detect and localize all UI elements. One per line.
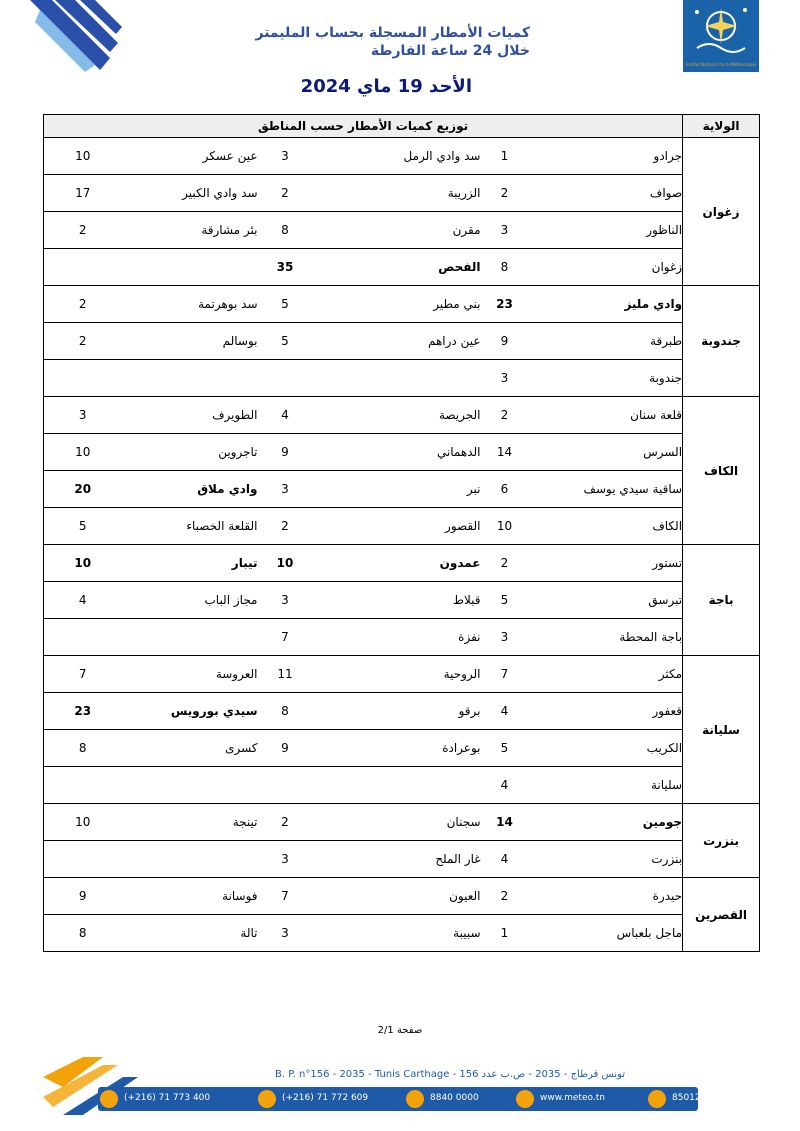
page-number: صفحة 2/1 [377,1025,423,1036]
table-row [44,138,760,175]
station-name: وادي ملاق [122,471,258,508]
table-row [44,878,760,915]
station-name: سليانة [529,767,683,804]
station-name [122,249,258,286]
station-name: نبر [313,471,481,508]
rain-value: 4 [481,693,529,730]
rain-value: 8 [44,730,122,767]
governorate-name: بنزرت [683,804,760,878]
station-name: الزريبة [313,175,481,212]
table-row [44,249,760,286]
station-name: وادي مليز [529,286,683,323]
rain-value: 6 [481,471,529,508]
green-number-icon [406,1090,424,1108]
rain-value: 7 [258,878,313,915]
station-name: صواف [529,175,683,212]
station-name: ساقية سيدي يوسف [529,471,683,508]
sms-icon [648,1090,666,1108]
rain-value [44,767,122,804]
station-name: بني مطير [313,286,481,323]
station-name [122,841,258,878]
station-name [122,360,258,397]
table-row [44,582,760,619]
rain-value: 1 [481,915,529,952]
rain-value: 4 [481,841,529,878]
rain-value [44,619,122,656]
rain-value: 2 [44,286,122,323]
rain-value: 3 [481,212,529,249]
rain-value: 8 [258,212,313,249]
station-name: العروسة [122,656,258,693]
station-name: الكريب [529,730,683,767]
station-name: جندوبة [529,360,683,397]
station-name: الكاف [529,508,683,545]
rain-value: 23 [44,693,122,730]
rain-value: 8 [258,693,313,730]
governorate-name: جندوبة [683,286,760,397]
fax-icon [258,1090,276,1108]
rain-value: 5 [481,582,529,619]
governorate-name: سليانة [683,656,760,804]
rain-value: 20 [44,471,122,508]
station-name: كسرى [122,730,258,767]
station-name: الدهماني [313,434,481,471]
station-name: سجنان [313,804,481,841]
station-name: قبلاط [313,582,481,619]
station-name: سبيبة [313,915,481,952]
table-row [44,508,760,545]
station-name: تيبار [122,545,258,582]
station-name: نفزة [313,619,481,656]
table-row [44,693,760,730]
table-row [44,434,760,471]
rain-value: 11 [258,656,313,693]
station-name [122,619,258,656]
station-name: العيون [313,878,481,915]
governorate-name: زغوان [683,138,760,286]
title-line-2: خلال 24 ساعة الفارطة [370,43,530,59]
station-name: بوسالم [122,323,258,360]
table-row [44,804,760,841]
web-icon [516,1090,534,1108]
rain-value: 2 [481,397,529,434]
rain-value: 3 [258,471,313,508]
rain-value: 2 [44,212,122,249]
station-name [122,767,258,804]
governorate-name: القصرين [683,878,760,952]
station-name [313,360,481,397]
station-name: سد وادي الرمل [313,138,481,175]
station-name: عين دراهم [313,323,481,360]
weather-emblem-icon [683,0,759,60]
rain-value [44,841,122,878]
footer-sms: 85012 [672,1093,701,1103]
station-name: حيدرة [529,878,683,915]
table-row [44,915,760,952]
phone-icon [100,1090,118,1108]
rain-value [258,767,313,804]
rain-value: 2 [258,804,313,841]
station-name: تالة [122,915,258,952]
rain-value: 2 [44,323,122,360]
rain-value: 23 [481,286,529,323]
table-row [44,471,760,508]
footer-address: B. P. n°156 - 2035 - Tunis Carthage - تونس قرطاج - 2035 - ص.ب عدد 156 [275,1069,625,1080]
station-name: مجاز الباب [122,582,258,619]
rain-value: 2 [481,878,529,915]
rain-value: 9 [44,878,122,915]
table-row [44,767,760,804]
rain-value: 10 [481,508,529,545]
station-name: ماجل بلعباس [529,915,683,952]
station-name: سيدي بورويس [122,693,258,730]
station-name: عين عسكر [122,138,258,175]
report-date: الأحد 19 ماي 2024 [300,76,472,97]
rain-value: 3 [258,841,313,878]
table-row [44,545,760,582]
rain-value: 7 [481,656,529,693]
rain-value: 9 [258,730,313,767]
rain-value: 8 [481,249,529,286]
rain-value: 14 [481,434,529,471]
rain-value: 3 [258,915,313,952]
governorate-name: باجة [683,545,760,656]
station-name: قلعة سنان [529,397,683,434]
rain-value: 5 [481,730,529,767]
station-name: تاجروين [122,434,258,471]
table-row [44,286,760,323]
rain-value: 2 [481,545,529,582]
station-name: برقو [313,693,481,730]
footer-fax: (+216) 71 772 609 [282,1093,369,1103]
station-name: مقرن [313,212,481,249]
rain-value: 3 [258,138,313,175]
station-name: زغوان [529,249,683,286]
station-name: الفحص [313,249,481,286]
rain-value: 5 [44,508,122,545]
rain-value [258,360,313,397]
station-name: القصور [313,508,481,545]
station-name: القلعة الخصباء [122,508,258,545]
station-name: بئر مشارقة [122,212,258,249]
title-line-1: كميات الأمطار المسجلة بحساب المليمتر [255,25,530,41]
station-name: بنزرت [529,841,683,878]
station-name: تستور [529,545,683,582]
station-name: سد بوهرتمة [122,286,258,323]
rain-value: 35 [258,249,313,286]
corner-stripes-decoration [0,0,140,80]
rain-value: 5 [258,323,313,360]
rain-value: 10 [44,545,122,582]
rain-value: 1 [481,138,529,175]
rain-value: 10 [44,138,122,175]
rain-value: 4 [258,397,313,434]
rainfall-table [43,114,760,952]
rain-value: 10 [44,434,122,471]
station-name: مكثر [529,656,683,693]
station-name: الناظور [529,212,683,249]
station-name: السرس [529,434,683,471]
logo-caption: Institut National de la Météorologie [685,62,757,67]
station-name: عمدون [313,545,481,582]
table-header-row [44,115,760,138]
station-name: غار الملح [313,841,481,878]
station-name: باجة المحطة [529,619,683,656]
station-name: جومين [529,804,683,841]
rain-value: 14 [481,804,529,841]
table-row [44,175,760,212]
header-distribution: توزيع كميات الأمطار حسب المناطق [44,115,683,138]
station-name: قعفور [529,693,683,730]
rain-value: 10 [44,804,122,841]
header-governorate: الولاية [683,115,760,138]
table-row [44,397,760,434]
rain-value: 5 [258,286,313,323]
rain-value: 8 [44,915,122,952]
rain-value: 2 [258,508,313,545]
table-row [44,730,760,767]
table-row [44,619,760,656]
rain-value: 9 [258,434,313,471]
table-row [44,841,760,878]
station-name: تبرسق [529,582,683,619]
station-name: تينجة [122,804,258,841]
rain-value: 3 [481,619,529,656]
footer-website[interactable]: www.meteo.tn [540,1093,605,1103]
rain-value: 7 [258,619,313,656]
station-name: بوعرادة [313,730,481,767]
table-row [44,212,760,249]
station-name: سد وادي الكبير [122,175,258,212]
rain-value: 4 [481,767,529,804]
station-name: جرادو [529,138,683,175]
rain-value: 3 [481,360,529,397]
rain-value: 10 [258,545,313,582]
table-row [44,323,760,360]
rain-value [44,360,122,397]
rain-value: 4 [44,582,122,619]
rain-value [44,249,122,286]
rain-value: 2 [258,175,313,212]
footer-phone: (+216) 71 773 400 [124,1093,211,1103]
governorate-name: الكاف [683,397,760,545]
station-name: الروحية [313,656,481,693]
rain-value: 9 [481,323,529,360]
rain-value: 17 [44,175,122,212]
station-name [313,767,481,804]
table-row [44,656,760,693]
station-name: الجريصة [313,397,481,434]
rain-value: 3 [44,397,122,434]
station-name: فوسانة [122,878,258,915]
station-name: طبرقة [529,323,683,360]
rain-value: 7 [44,656,122,693]
page-title [230,24,530,60]
rain-value: 3 [258,582,313,619]
footer-green-number: 8840 0000 [430,1093,479,1103]
station-name: الطويرف [122,397,258,434]
table-row [44,360,760,397]
rain-value: 2 [481,175,529,212]
